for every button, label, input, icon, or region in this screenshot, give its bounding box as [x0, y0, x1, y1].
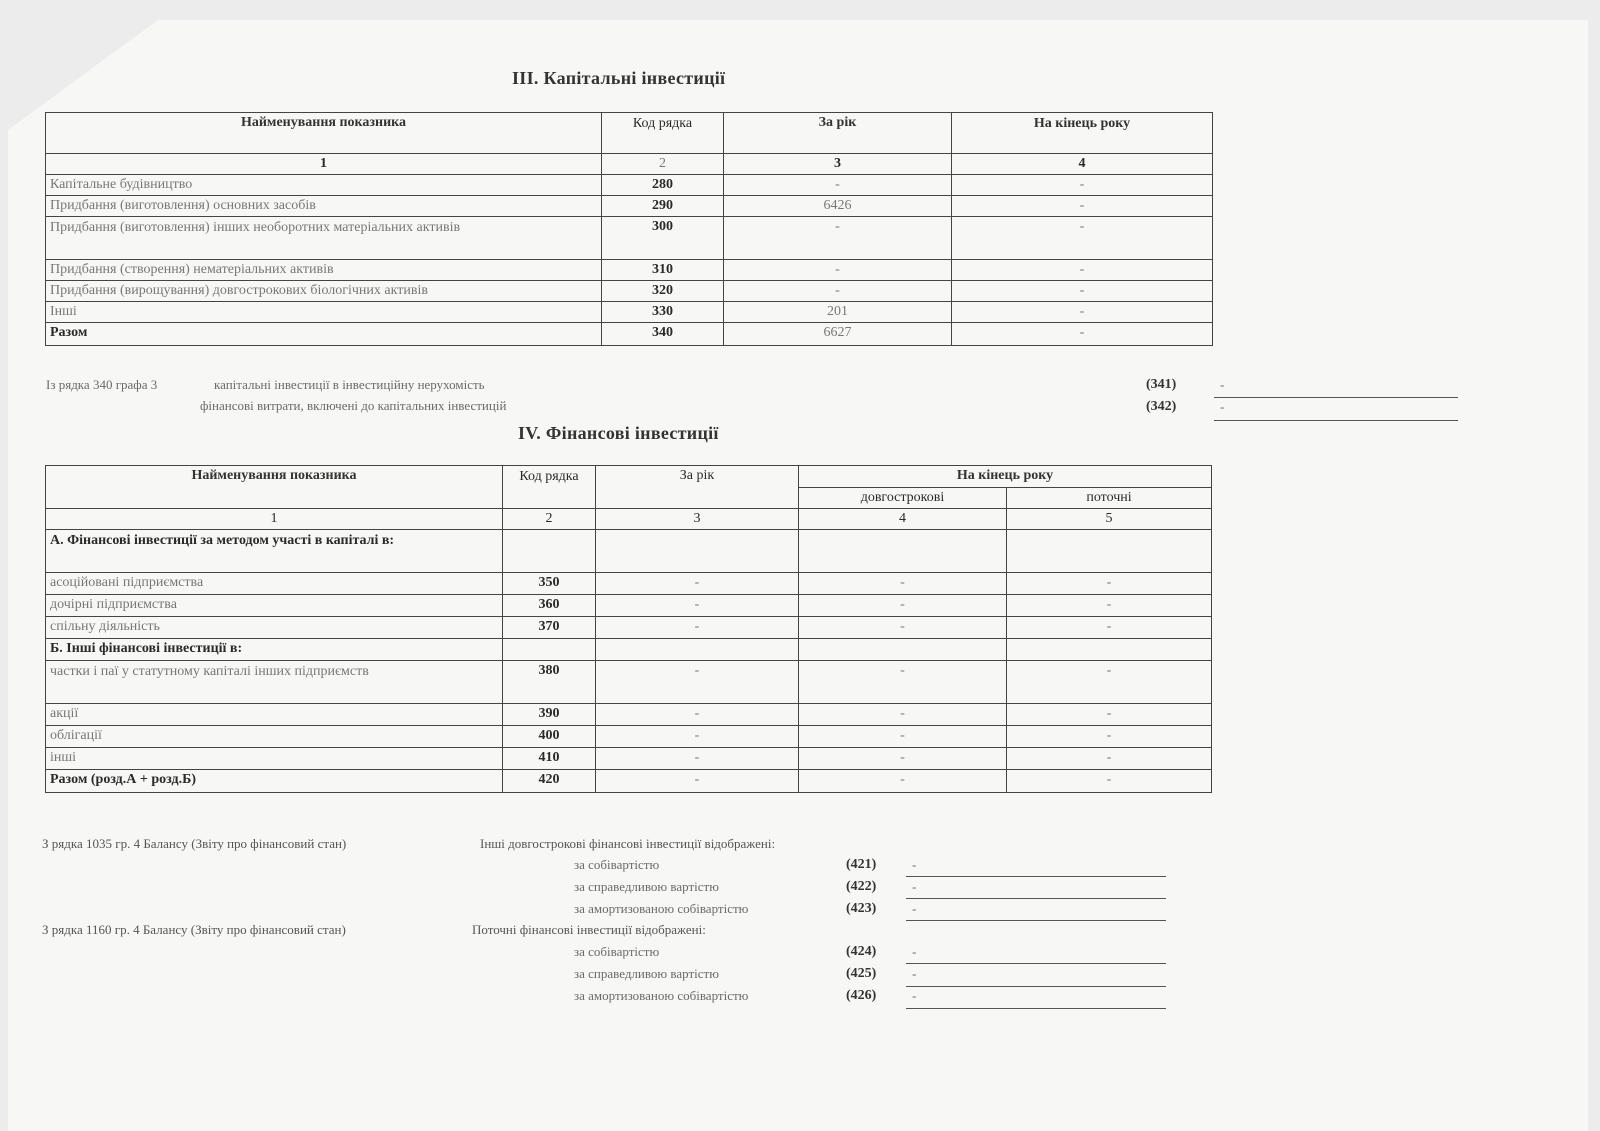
row-code: 380	[503, 661, 596, 704]
table-row	[46, 281, 1213, 302]
col-number: 5	[1007, 509, 1212, 530]
row-year: -	[596, 573, 799, 595]
underline	[906, 898, 1166, 899]
row-year: -	[596, 770, 799, 793]
row-end: -	[952, 323, 1213, 346]
underline	[1214, 397, 1458, 398]
table-row	[46, 217, 1213, 260]
financial-investments-table	[45, 465, 1212, 793]
table-row	[46, 302, 1213, 323]
header-current: поточні	[1007, 488, 1212, 509]
footer-source: З рядка 1160 гр. 4 Балансу (Звіту про фінансовий стан)	[42, 922, 346, 937]
row-name: Інші	[46, 302, 602, 323]
row-code: 300	[602, 217, 724, 260]
footer-code: (421)	[846, 857, 877, 872]
note-text: капітальні інвестиції в інвестиційну нерухомість	[214, 377, 485, 392]
row-name: дочірні підприємства	[46, 595, 503, 617]
header-year: За рік	[724, 113, 952, 154]
group-row	[46, 530, 1212, 573]
row-current	[1007, 639, 1212, 661]
row-current: -	[1007, 704, 1212, 726]
row-name: спільну діяльність	[46, 617, 503, 639]
footer-code: (424)	[846, 944, 877, 959]
table-header-row	[46, 113, 1213, 154]
row-long: -	[799, 595, 1007, 617]
row-name: інші	[46, 748, 503, 770]
row-name: Разом (розд.А + розд.Б)	[46, 770, 503, 793]
row-code	[503, 639, 596, 661]
footer-label: за справедливою вартістю	[574, 966, 719, 981]
row-end: -	[952, 175, 1213, 196]
footer-code: (425)	[846, 966, 877, 981]
row-long: -	[799, 617, 1007, 639]
table-row	[46, 617, 1212, 639]
footer-heading: Поточні фінансові інвестиції відображені:	[472, 922, 706, 937]
footer-label: за амортизованою собівартістю	[574, 988, 749, 1003]
footer-value: -	[912, 879, 917, 894]
row-year: -	[596, 704, 799, 726]
row-code	[503, 530, 596, 573]
row-current	[1007, 530, 1212, 573]
footer-value: -	[912, 966, 917, 981]
note-value: -	[1220, 377, 1225, 392]
underline	[906, 920, 1166, 921]
footer-code: (423)	[846, 901, 877, 916]
row-current: -	[1007, 573, 1212, 595]
section4-title: IV. Фінансові інвестиції	[518, 423, 719, 443]
row-long: -	[799, 704, 1007, 726]
table-row	[46, 726, 1212, 748]
note-text: фінансові витрати, включені до капітальних інвестицій	[200, 398, 507, 413]
header-long-term: довгострокові	[799, 488, 1007, 509]
row-name: Придбання (виготовлення) інших необоротних матеріальних активів	[46, 217, 602, 260]
row-year: -	[724, 217, 952, 260]
row-end: -	[952, 281, 1213, 302]
row-long: -	[799, 573, 1007, 595]
table-row	[46, 175, 1213, 196]
row-name: Придбання (виготовлення) основних засобів	[46, 196, 602, 217]
row-code: 360	[503, 595, 596, 617]
note-code: (342)	[1146, 399, 1177, 414]
row-long: -	[799, 748, 1007, 770]
header-code: Код рядка	[602, 113, 724, 154]
row-long	[799, 639, 1007, 661]
row-code: 370	[503, 617, 596, 639]
row-year	[596, 530, 799, 573]
header-end: На кінець року	[799, 466, 1212, 488]
col-number: 3	[596, 509, 799, 530]
total-row	[46, 323, 1213, 346]
footer-code: (426)	[846, 988, 877, 1003]
row-end: -	[952, 196, 1213, 217]
row-current: -	[1007, 617, 1212, 639]
row-year: -	[724, 281, 952, 302]
row-code: 290	[602, 196, 724, 217]
footer-heading: Інші довгострокові фінансові інвестиції відображені:	[480, 836, 776, 851]
row-year	[596, 639, 799, 661]
table-row	[46, 260, 1213, 281]
footer-value: -	[912, 988, 917, 1003]
table-row	[46, 661, 1212, 704]
total-row	[46, 770, 1212, 793]
col-number: 2	[503, 509, 596, 530]
row-long: -	[799, 726, 1007, 748]
row-code: 400	[503, 726, 596, 748]
col-number: 3	[724, 154, 952, 175]
section3-title: III. Капітальні інвестиції	[512, 68, 726, 88]
underline	[906, 1008, 1166, 1009]
underline	[1214, 420, 1458, 421]
underline	[906, 986, 1166, 987]
row-year: 6627	[724, 323, 952, 346]
row-year: -	[596, 748, 799, 770]
row-year: -	[596, 617, 799, 639]
row-name: частки і паї у статутному капіталі інших підприємств	[46, 661, 503, 704]
footer-code: (422)	[846, 879, 877, 894]
column-numbers-row	[46, 154, 1213, 175]
row-end: -	[952, 217, 1213, 260]
row-name: Разом	[46, 323, 602, 346]
row-long	[799, 530, 1007, 573]
note-prefix: Із рядка 340 графа 3	[46, 377, 158, 392]
col-number: 4	[799, 509, 1007, 530]
group-row	[46, 639, 1212, 661]
row-year: -	[596, 726, 799, 748]
row-end: -	[952, 302, 1213, 323]
row-name: Придбання (створення) нематеріальних активів	[46, 260, 602, 281]
footer-value: -	[912, 901, 917, 916]
col-number: 1	[46, 509, 503, 530]
note-code: (341)	[1146, 377, 1177, 392]
underline	[906, 963, 1166, 964]
note-value: -	[1220, 399, 1225, 414]
row-code: 280	[602, 175, 724, 196]
table-header-row	[46, 466, 1212, 488]
row-year: -	[724, 175, 952, 196]
table-row	[46, 573, 1212, 595]
footer-label: за справедливою вартістю	[574, 879, 719, 894]
footer-value: -	[912, 944, 917, 959]
row-long: -	[799, 770, 1007, 793]
col-number: 4	[952, 154, 1213, 175]
header-code: Код рядка	[503, 466, 596, 509]
header-name: Найменування показника	[46, 466, 503, 509]
footer-source: З рядка 1035 гр. 4 Балансу (Звіту про фінансовий стан)	[42, 836, 347, 851]
row-code: 350	[503, 573, 596, 595]
row-code: 340	[602, 323, 724, 346]
row-name: облігації	[46, 726, 503, 748]
footer-label: за собівартістю	[574, 857, 660, 872]
row-year: -	[596, 661, 799, 704]
footer-value: -	[912, 857, 917, 872]
row-end: -	[952, 260, 1213, 281]
row-current: -	[1007, 770, 1212, 793]
row-code: 420	[503, 770, 596, 793]
row-year: -	[724, 260, 952, 281]
capital-investments-table	[45, 112, 1213, 346]
column-numbers-row	[46, 509, 1212, 530]
row-year: 201	[724, 302, 952, 323]
row-current: -	[1007, 748, 1212, 770]
row-current: -	[1007, 595, 1212, 617]
col-number: 1	[46, 154, 602, 175]
underline	[906, 876, 1166, 877]
row-year: -	[596, 595, 799, 617]
footer-label: за амортизованою собівартістю	[574, 901, 749, 916]
row-name: Б. Інші фінансові інвестиції в:	[46, 639, 503, 661]
footer-label: за собівартістю	[574, 944, 660, 959]
row-name: Придбання (вирощування) довгострокових біологічних активів	[46, 281, 602, 302]
table-row	[46, 595, 1212, 617]
row-name: А. Фінансові інвестиції за методом участі в капіталі в:	[46, 530, 503, 573]
row-name: Капітальне будівництво	[46, 175, 602, 196]
row-code: 310	[602, 260, 724, 281]
row-name: асоційовані підприємства	[46, 573, 503, 595]
row-name: акції	[46, 704, 503, 726]
row-code: 320	[602, 281, 724, 302]
row-code: 390	[503, 704, 596, 726]
table-row	[46, 748, 1212, 770]
row-long: -	[799, 661, 1007, 704]
table-row	[46, 704, 1212, 726]
row-code: 330	[602, 302, 724, 323]
row-year: 6426	[724, 196, 952, 217]
row-code: 410	[503, 748, 596, 770]
header-end: На кінець року	[952, 113, 1213, 154]
col-number: 2	[602, 154, 724, 175]
row-current: -	[1007, 661, 1212, 704]
row-current: -	[1007, 726, 1212, 748]
header-name: Найменування показника	[46, 113, 602, 154]
table-row	[46, 196, 1213, 217]
header-year: За рік	[596, 466, 799, 509]
